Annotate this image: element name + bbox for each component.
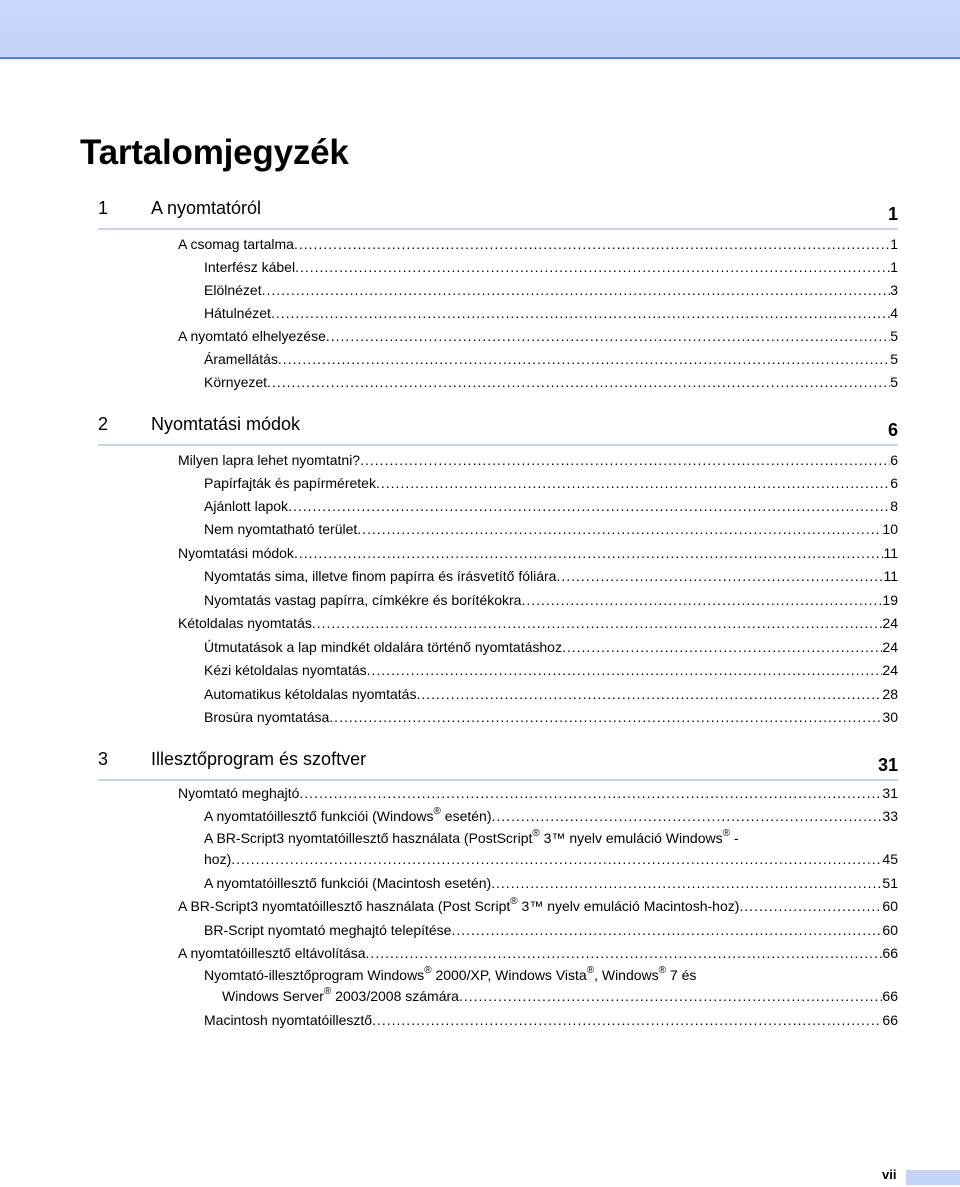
entry-page: 30 <box>882 709 898 725</box>
leader-dots <box>367 662 883 678</box>
leader-dots <box>372 1012 882 1028</box>
entry-page: 6 <box>890 475 898 491</box>
toc-entry[interactable] <box>204 566 898 584</box>
leader-dots <box>312 615 883 631</box>
leader-dots <box>521 592 882 608</box>
toc-entry[interactable] <box>178 896 898 914</box>
toc-entry[interactable] <box>204 873 898 891</box>
entry-page: 8 <box>890 498 898 514</box>
leader-dots <box>376 475 890 491</box>
entry-text-part: 3™ nyelv emuláció Macintosh-hoz) <box>517 898 740 914</box>
toc-entry[interactable] <box>204 684 898 702</box>
entry-text-part: A nyomtatóillesztő funkciói (Windows <box>204 808 434 824</box>
entry-page: 3 <box>890 282 898 298</box>
leader-dots <box>271 305 890 321</box>
toc-entry[interactable] <box>204 349 898 367</box>
leader-dots <box>366 945 883 961</box>
leader-dots <box>326 328 890 344</box>
toc-entry[interactable] <box>178 783 898 801</box>
entry-text: Brosúra nyomtatása <box>204 709 330 725</box>
toc-entry[interactable] <box>204 920 898 938</box>
chapter-number: 2 <box>98 414 109 434</box>
chapter-title: Nyomtatási módok <box>151 414 301 434</box>
toc-entry[interactable] <box>204 590 898 608</box>
toc-entry[interactable] <box>204 473 898 491</box>
leader-dots <box>294 545 884 561</box>
toc-entry[interactable] <box>204 1010 898 1028</box>
entry-page: 5 <box>890 328 898 344</box>
entry-text: Nyomtatási módok <box>178 545 294 561</box>
entry-page: 24 <box>882 639 898 655</box>
chapter-number: 3 <box>98 749 109 769</box>
entry-text: Kétoldalas nyomtatás <box>178 615 312 631</box>
entry-text-part: 7 és <box>666 967 697 983</box>
entry-text: hoz) <box>204 851 232 867</box>
leader-dots <box>288 498 890 514</box>
entry-page: 11 <box>883 568 898 584</box>
page-title: Tartalomjegyzék <box>80 133 349 172</box>
entry-text: BR-Script nyomtató meghajtó telepítése <box>204 922 452 938</box>
leader-dots <box>295 259 890 275</box>
chapter-title: Illesztőprogram és szoftver <box>151 749 367 769</box>
leader-dots <box>562 639 882 655</box>
top-color-band <box>0 0 960 59</box>
entry-text: A nyomtató elhelyezése <box>178 328 326 344</box>
entry-text: Nem nyomtatható terület <box>204 521 358 537</box>
entry-page: 4 <box>890 305 898 321</box>
leader-dots <box>416 686 882 702</box>
chapter-3-heading[interactable] <box>98 749 898 781</box>
toc-entry[interactable] <box>222 986 898 1004</box>
entry-text-part: A BR-Script3 nyomtatóillesztő használata (PostScript <box>204 830 533 846</box>
registered-mark: ® <box>658 965 667 976</box>
chapter-1-heading[interactable] <box>98 198 898 230</box>
entry-text: Interfész kábel <box>204 259 296 275</box>
entry-page: 19 <box>882 592 898 608</box>
toc-entry[interactable] <box>204 849 898 867</box>
entry-text: Automatikus kétoldalas nyomtatás <box>204 686 417 702</box>
leader-dots <box>262 282 891 298</box>
entry-page: 24 <box>882 615 898 631</box>
toc-entry[interactable] <box>178 613 898 631</box>
entry-page: 1 <box>890 259 898 275</box>
entry-text-part: Nyomtató-illesztőprogram Windows <box>204 967 425 983</box>
leader-dots <box>492 808 883 824</box>
entry-text-part: 2000/XP, Windows Vista <box>431 967 587 983</box>
leader-dots <box>357 521 882 537</box>
leader-dots <box>739 898 882 914</box>
entry-text: Macintosh nyomtatóillesztő <box>204 1012 373 1028</box>
chapter-page: 1 <box>887 204 898 224</box>
leader-dots <box>491 875 882 891</box>
entry-page: 28 <box>882 686 898 702</box>
registered-mark: ® <box>424 965 432 976</box>
entry-text-part: A BR-Script3 nyomtatóillesztő használata (Post Script <box>178 898 511 914</box>
entry-text-part: - <box>729 830 739 846</box>
footer-page-number: vii <box>882 1167 897 1182</box>
entry-text: Nyomtatás vastag papírra, címkékre és borítékokra <box>204 592 522 608</box>
entry-text: Nyomtató meghajtó <box>178 785 300 801</box>
entry-page: 10 <box>882 521 898 537</box>
toc-entry-first-line[interactable] <box>204 967 696 983</box>
entry-page: 24 <box>882 662 898 678</box>
entry-page: 60 <box>882 898 898 914</box>
toc-entry[interactable] <box>178 234 898 252</box>
registered-mark: ® <box>510 896 518 907</box>
toc-entry[interactable] <box>178 450 898 468</box>
entry-page: 5 <box>890 374 898 390</box>
entry-page: 11 <box>883 545 898 561</box>
toc-entry[interactable] <box>204 660 898 678</box>
toc-entry[interactable] <box>204 280 898 298</box>
entry-text: Papírfajták és papírméretek <box>204 475 376 491</box>
entry-text: A csomag tartalma <box>178 236 294 252</box>
leader-dots <box>329 709 882 725</box>
leader-dots <box>459 988 882 1004</box>
entry-text: Hátulnézet <box>204 305 271 321</box>
registered-mark: ® <box>323 986 332 997</box>
entry-text: Milyen lapra lehet nyomtatni? <box>178 452 361 468</box>
entry-text: A nyomtatóillesztő funkciói (Macintosh esetén) <box>204 875 492 891</box>
entry-page: 45 <box>882 851 898 867</box>
entry-text-part: 2003/2008 számára <box>331 988 459 1004</box>
toc-entry[interactable] <box>178 543 898 561</box>
chapter-number: 1 <box>98 198 109 218</box>
chapter-2-heading[interactable] <box>98 414 898 446</box>
leader-dots <box>231 851 882 867</box>
entry-text-part: , Windows <box>594 967 659 983</box>
entry-text: Útmutatások a lap mindkét oldalára történő nyomtatáshoz <box>204 639 562 655</box>
entry-text: A nyomtatóillesztő eltávolítása <box>178 945 366 961</box>
leader-dots <box>299 785 882 801</box>
registered-mark: ® <box>532 828 540 839</box>
footer-color-box <box>906 1170 960 1185</box>
chapter-title: A nyomtatóról <box>151 198 262 218</box>
leader-dots <box>556 568 883 584</box>
entry-page: 51 <box>882 875 898 891</box>
toc-entry[interactable] <box>204 496 898 514</box>
entry-page: 60 <box>882 922 898 938</box>
entry-text: Ajánlott lapok <box>204 498 289 514</box>
entry-page: 66 <box>882 945 898 961</box>
toc-entry[interactable] <box>204 303 898 321</box>
leader-dots <box>294 236 890 252</box>
entry-text: Környezet <box>204 374 268 390</box>
entry-page: 66 <box>882 1012 898 1028</box>
leader-dots <box>360 452 890 468</box>
toc-entry[interactable] <box>178 943 898 961</box>
toc-entry[interactable] <box>178 326 898 344</box>
leader-dots <box>278 351 890 367</box>
toc-entry[interactable] <box>204 257 898 275</box>
entry-page: 6 <box>890 452 898 468</box>
entry-text <box>222 988 459 1004</box>
leader-dots <box>451 922 882 938</box>
entry-page: 1 <box>890 236 898 252</box>
entry-text-part: 3™ nyelv emuláció Windows <box>539 830 723 846</box>
chapter-page: 31 <box>877 755 898 775</box>
toc-entry[interactable] <box>204 637 898 655</box>
entry-page: 31 <box>882 785 898 801</box>
entry-page: 33 <box>882 808 898 824</box>
toc-entry[interactable] <box>204 707 898 725</box>
entry-text: Áramellátás <box>204 351 278 367</box>
chapter-page: 6 <box>887 420 898 440</box>
entry-text <box>178 898 739 914</box>
entry-text: Kézi kétoldalas nyomtatás <box>204 662 367 678</box>
entry-text-part: esetén) <box>440 808 492 824</box>
toc-entry-first-line[interactable] <box>204 830 739 846</box>
entry-text: Nyomtatás sima, illetve finom papírra és írásvetítő fóliára <box>204 568 557 584</box>
leader-dots <box>267 374 890 390</box>
toc-entry[interactable] <box>204 372 898 390</box>
entry-page: 5 <box>890 351 898 367</box>
registered-mark: ® <box>433 806 441 817</box>
entry-text: Elölnézet <box>204 282 262 298</box>
registered-mark: ® <box>722 828 730 839</box>
entry-page: 66 <box>882 988 898 1004</box>
registered-mark: ® <box>586 965 595 976</box>
entry-text-part: Windows Server <box>222 988 324 1004</box>
toc-entry[interactable] <box>204 519 898 537</box>
toc-entry[interactable] <box>204 806 898 824</box>
entry-text <box>204 808 492 824</box>
